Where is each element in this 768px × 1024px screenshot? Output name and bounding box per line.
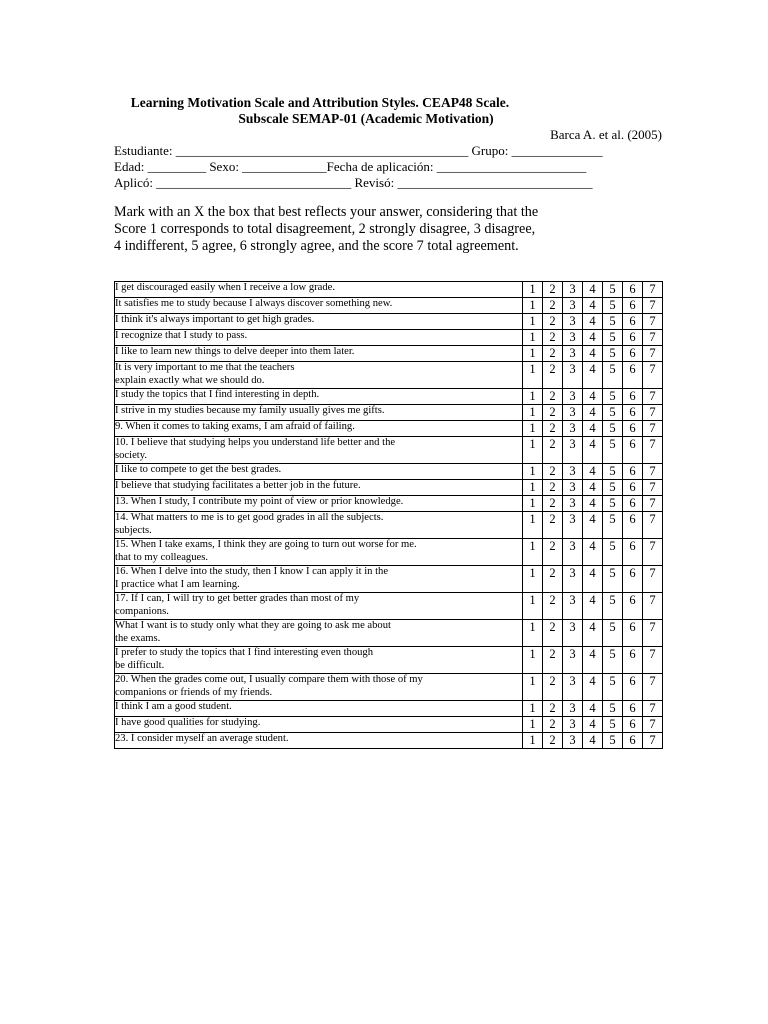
score-box-5[interactable]: 5 [603, 421, 623, 437]
score-box-5[interactable]: 5 [603, 733, 623, 749]
score-box-2[interactable]: 2 [543, 314, 563, 330]
score-box-2[interactable]: 2 [543, 282, 563, 298]
score-box-1[interactable]: 1 [523, 647, 543, 674]
table-row [115, 496, 663, 512]
item-text: 14. What matters to me is to get good grades in all the subjects. subjects. [115, 512, 384, 536]
instructions [114, 204, 584, 255]
item-statement [115, 647, 523, 674]
score-box-4[interactable]: 4 [583, 717, 603, 733]
item-text: I think I am a good student. [115, 701, 232, 712]
table-row [115, 330, 663, 346]
score-box-5[interactable]: 5 [603, 330, 623, 346]
score-box-3[interactable]: 3 [563, 496, 583, 512]
score-box-3[interactable]: 3 [563, 593, 583, 620]
score-box-5[interactable]: 5 [603, 480, 623, 496]
score-box-2[interactable]: 2 [543, 437, 563, 464]
item-statement [115, 620, 523, 647]
table-row [115, 733, 663, 749]
item-text: 9. When it comes to taking exams, I am afraid of failing. [115, 421, 355, 432]
score-box-4[interactable]: 4 [583, 647, 603, 674]
item-statement [115, 437, 523, 464]
score-box-6[interactable]: 6 [623, 512, 643, 539]
form-line-age-sex-date[interactable]: Edad: _________ Sexo: _____________Fecha de aplicación: _______________________ [114, 159, 587, 174]
score-box-5[interactable]: 5 [603, 362, 623, 389]
item-text: I study the topics that I find interesting in depth. [115, 389, 320, 400]
score-box-6[interactable]: 6 [623, 282, 643, 298]
table-row [115, 593, 663, 620]
scale-table-body [115, 282, 663, 749]
score-box-1[interactable]: 1 [523, 405, 543, 421]
score-box-5[interactable]: 5 [603, 405, 623, 421]
score-box-4[interactable]: 4 [583, 362, 603, 389]
score-box-6[interactable]: 6 [623, 674, 643, 701]
item-text: I think it's always important to get high grades. [115, 314, 315, 325]
score-box-3[interactable]: 3 [563, 405, 583, 421]
score-box-5[interactable]: 5 [603, 298, 623, 314]
table-row [115, 566, 663, 593]
score-box-5[interactable]: 5 [603, 282, 623, 298]
score-box-7[interactable]: 7 [643, 566, 663, 593]
table-row [115, 717, 663, 733]
table-row [115, 362, 663, 389]
score-box-7[interactable]: 7 [643, 539, 663, 566]
item-text: I like to learn new things to delve deeper into them later. [115, 346, 355, 357]
score-box-1[interactable]: 1 [523, 701, 543, 717]
score-box-3[interactable]: 3 [563, 282, 583, 298]
score-box-6[interactable]: 6 [623, 496, 643, 512]
score-box-1[interactable]: 1 [523, 389, 543, 405]
score-box-6[interactable]: 6 [623, 421, 643, 437]
score-box-2[interactable]: 2 [543, 480, 563, 496]
table-row [115, 512, 663, 539]
score-box-1[interactable]: 1 [523, 464, 543, 480]
form-line-applied-reviewed[interactable]: Aplicó: ______________________________ Revisó: ______________________________ [114, 175, 593, 190]
score-box-1[interactable]: 1 [523, 539, 543, 566]
score-box-5[interactable]: 5 [603, 314, 623, 330]
score-box-3[interactable]: 3 [563, 421, 583, 437]
table-row [115, 389, 663, 405]
score-box-3[interactable]: 3 [563, 733, 583, 749]
score-box-6[interactable]: 6 [623, 733, 643, 749]
score-box-3[interactable]: 3 [563, 566, 583, 593]
score-box-6[interactable]: 6 [623, 593, 643, 620]
item-statement [115, 405, 523, 421]
table-row [115, 480, 663, 496]
score-box-3[interactable]: 3 [563, 437, 583, 464]
score-box-2[interactable]: 2 [543, 330, 563, 346]
score-box-2[interactable]: 2 [543, 512, 563, 539]
score-box-1[interactable]: 1 [523, 496, 543, 512]
score-box-1[interactable]: 1 [523, 282, 543, 298]
score-box-4[interactable]: 4 [583, 566, 603, 593]
table-row [115, 405, 663, 421]
item-statement [115, 512, 523, 539]
score-box-3[interactable]: 3 [563, 717, 583, 733]
item-text: 10. I believe that studying helps you understand life better and the society. [115, 437, 396, 461]
score-box-7[interactable]: 7 [643, 421, 663, 437]
score-box-5[interactable]: 5 [603, 566, 623, 593]
instructions-line: Mark with an X the box that best reflects your answer, considering that the [114, 204, 539, 220]
score-box-6[interactable]: 6 [623, 480, 643, 496]
score-box-1[interactable]: 1 [523, 298, 543, 314]
score-box-1[interactable]: 1 [523, 674, 543, 701]
score-box-3[interactable]: 3 [563, 389, 583, 405]
score-box-7[interactable]: 7 [643, 405, 663, 421]
score-box-2[interactable]: 2 [543, 620, 563, 647]
document-title: Learning Motivation Scale and Attribution Styles. CEAP48 Scale. [130, 95, 510, 110]
score-box-5[interactable]: 5 [603, 512, 623, 539]
score-box-3[interactable]: 3 [563, 701, 583, 717]
item-text: 17. If I can, I will try to get better grades than most of my companions. [115, 593, 360, 617]
item-statement [115, 314, 523, 330]
item-statement [115, 346, 523, 362]
item-text: I recognize that I study to pass. [115, 330, 248, 341]
score-box-3[interactable]: 3 [563, 314, 583, 330]
score-box-2[interactable]: 2 [543, 539, 563, 566]
item-text: I get discouraged easily when I receive a low grade. [115, 282, 336, 293]
score-box-6[interactable]: 6 [623, 539, 643, 566]
score-box-1[interactable]: 1 [523, 346, 543, 362]
item-statement [115, 464, 523, 480]
score-box-5[interactable]: 5 [603, 593, 623, 620]
item-text: I prefer to study the topics that I find interesting even though be difficult. [115, 647, 374, 671]
score-box-2[interactable]: 2 [543, 405, 563, 421]
item-statement [115, 593, 523, 620]
score-box-5[interactable]: 5 [603, 647, 623, 674]
score-box-1[interactable]: 1 [523, 593, 543, 620]
score-box-6[interactable]: 6 [623, 437, 643, 464]
score-box-7[interactable]: 7 [643, 674, 663, 701]
score-box-2[interactable]: 2 [543, 389, 563, 405]
item-statement [115, 421, 523, 437]
score-box-2[interactable]: 2 [543, 701, 563, 717]
item-text: What I want is to study only what they are going to ask me about the exams. [115, 620, 391, 644]
item-statement [115, 362, 523, 389]
score-box-4[interactable]: 4 [583, 282, 603, 298]
score-box-3[interactable]: 3 [563, 539, 583, 566]
score-box-7[interactable]: 7 [643, 647, 663, 674]
score-box-6[interactable]: 6 [623, 346, 643, 362]
score-box-1[interactable]: 1 [523, 330, 543, 346]
item-statement [115, 496, 523, 512]
score-box-2[interactable]: 2 [543, 464, 563, 480]
score-box-5[interactable]: 5 [603, 717, 623, 733]
item-statement [115, 539, 523, 566]
score-box-2[interactable]: 2 [543, 421, 563, 437]
score-box-1[interactable]: 1 [523, 480, 543, 496]
score-box-6[interactable]: 6 [623, 701, 643, 717]
score-box-1[interactable]: 1 [523, 437, 543, 464]
item-text: 16. When I delve into the study, then I know I can apply it in the I practice what I am learning. [115, 566, 389, 590]
score-box-7[interactable]: 7 [643, 330, 663, 346]
score-box-3[interactable]: 3 [563, 512, 583, 539]
score-box-6[interactable]: 6 [623, 464, 643, 480]
score-box-5[interactable]: 5 [603, 620, 623, 647]
score-box-6[interactable]: 6 [623, 362, 643, 389]
score-box-1[interactable]: 1 [523, 717, 543, 733]
item-statement [115, 282, 523, 298]
score-box-3[interactable]: 3 [563, 620, 583, 647]
score-box-6[interactable]: 6 [623, 566, 643, 593]
score-box-3[interactable]: 3 [563, 464, 583, 480]
score-box-6[interactable]: 6 [623, 717, 643, 733]
score-box-4[interactable]: 4 [583, 298, 603, 314]
score-box-5[interactable]: 5 [603, 464, 623, 480]
item-text: 23. I consider myself an average student. [115, 733, 289, 744]
score-box-5[interactable]: 5 [603, 674, 623, 701]
score-box-7[interactable]: 7 [643, 362, 663, 389]
score-box-1[interactable]: 1 [523, 620, 543, 647]
score-box-4[interactable]: 4 [583, 405, 603, 421]
item-statement [115, 566, 523, 593]
item-text: 20. When the grades come out, I usually compare them with those of my companions or friends of my friends. [115, 674, 423, 698]
score-box-2[interactable]: 2 [543, 362, 563, 389]
table-row [115, 346, 663, 362]
item-statement [115, 717, 523, 733]
item-text: It satisfies me to study because I always discover something new. [115, 298, 393, 309]
table-row [115, 421, 663, 437]
form-line-student-group[interactable]: Estudiante: _____________________________________________ Grupo: ______________ [114, 143, 603, 158]
score-box-7[interactable]: 7 [643, 389, 663, 405]
score-box-1[interactable]: 1 [523, 421, 543, 437]
score-box-1[interactable]: 1 [523, 566, 543, 593]
score-box-6[interactable]: 6 [623, 405, 643, 421]
score-box-5[interactable]: 5 [603, 496, 623, 512]
score-box-2[interactable]: 2 [543, 298, 563, 314]
table-row [115, 539, 663, 566]
score-box-3[interactable]: 3 [563, 362, 583, 389]
score-box-4[interactable]: 4 [583, 421, 603, 437]
score-box-6[interactable]: 6 [623, 389, 643, 405]
score-box-7[interactable]: 7 [643, 512, 663, 539]
score-box-4[interactable]: 4 [583, 593, 603, 620]
score-box-4[interactable]: 4 [583, 539, 603, 566]
table-row [115, 464, 663, 480]
score-box-6[interactable]: 6 [623, 330, 643, 346]
score-box-7[interactable]: 7 [643, 314, 663, 330]
score-box-3[interactable]: 3 [563, 480, 583, 496]
score-box-7[interactable]: 7 [643, 620, 663, 647]
item-statement [115, 701, 523, 717]
item-text: I believe that studying facilitates a better job in the future. [115, 480, 361, 491]
item-text: 13. When I study, I contribute my point of view or prior knowledge. [115, 496, 404, 507]
item-statement [115, 330, 523, 346]
item-statement [115, 389, 523, 405]
instructions-line: 4 indifferent, 5 agree, 6 strongly agree, and the score 7 total agreement. [114, 238, 519, 254]
score-box-7[interactable]: 7 [643, 496, 663, 512]
score-box-4[interactable]: 4 [583, 480, 603, 496]
item-statement [115, 733, 523, 749]
item-statement [115, 480, 523, 496]
item-text: I have good qualities for studying. [115, 717, 261, 728]
item-text: I strive in my studies because my family usually gives me gifts. [115, 405, 385, 416]
score-box-6[interactable]: 6 [623, 298, 643, 314]
item-text: 15. When I take exams, I think they are going to turn out worse for me. that to my colleagues. [115, 539, 417, 563]
score-box-4[interactable]: 4 [583, 496, 603, 512]
score-box-7[interactable]: 7 [643, 298, 663, 314]
score-box-7[interactable]: 7 [643, 593, 663, 620]
score-box-2[interactable]: 2 [543, 346, 563, 362]
score-box-2[interactable]: 2 [543, 566, 563, 593]
score-box-6[interactable]: 6 [623, 314, 643, 330]
scale-table [114, 281, 663, 749]
score-box-4[interactable]: 4 [583, 389, 603, 405]
table-row [115, 647, 663, 674]
score-box-1[interactable]: 1 [523, 512, 543, 539]
table-row [115, 298, 663, 314]
item-statement [115, 298, 523, 314]
score-box-4[interactable]: 4 [583, 464, 603, 480]
score-box-5[interactable]: 5 [603, 346, 623, 362]
score-box-5[interactable]: 5 [603, 539, 623, 566]
score-box-1[interactable]: 1 [523, 733, 543, 749]
score-box-4[interactable]: 4 [583, 733, 603, 749]
score-box-7[interactable]: 7 [643, 346, 663, 362]
score-box-2[interactable]: 2 [543, 733, 563, 749]
score-box-2[interactable]: 2 [543, 674, 563, 701]
score-box-4[interactable]: 4 [583, 314, 603, 330]
table-row [115, 620, 663, 647]
score-box-6[interactable]: 6 [623, 647, 643, 674]
author-citation: Barca A. et al. (2005) [550, 127, 662, 142]
score-box-4[interactable]: 4 [583, 674, 603, 701]
score-box-7[interactable]: 7 [643, 282, 663, 298]
score-box-4[interactable]: 4 [583, 620, 603, 647]
score-box-7[interactable]: 7 [643, 717, 663, 733]
score-box-7[interactable]: 7 [643, 701, 663, 717]
table-row [115, 674, 663, 701]
score-box-3[interactable]: 3 [563, 346, 583, 362]
item-statement [115, 674, 523, 701]
score-box-4[interactable]: 4 [583, 437, 603, 464]
score-box-4[interactable]: 4 [583, 512, 603, 539]
score-box-3[interactable]: 3 [563, 330, 583, 346]
table-row [115, 437, 663, 464]
score-box-6[interactable]: 6 [623, 620, 643, 647]
table-row [115, 314, 663, 330]
score-box-7[interactable]: 7 [643, 464, 663, 480]
score-box-7[interactable]: 7 [643, 733, 663, 749]
item-text: I like to compete to get the best grades. [115, 464, 282, 475]
score-box-4[interactable]: 4 [583, 330, 603, 346]
score-box-3[interactable]: 3 [563, 647, 583, 674]
table-row [115, 282, 663, 298]
score-box-3[interactable]: 3 [563, 674, 583, 701]
score-box-4[interactable]: 4 [583, 346, 603, 362]
document-subtitle: Subscale SEMAP-01 (Academic Motivation) [238, 111, 494, 126]
score-box-2[interactable]: 2 [543, 647, 563, 674]
item-text: It is very important to me that the teachers explain exactly what we should do. [115, 362, 295, 386]
instructions-line: Score 1 corresponds to total disagreement, 2 strongly disagree, 3 disagree, [114, 221, 536, 237]
score-box-2[interactable]: 2 [543, 496, 563, 512]
score-box-1[interactable]: 1 [523, 314, 543, 330]
score-box-7[interactable]: 7 [643, 480, 663, 496]
score-box-2[interactable]: 2 [543, 593, 563, 620]
score-box-5[interactable]: 5 [603, 389, 623, 405]
score-box-2[interactable]: 2 [543, 717, 563, 733]
score-box-5[interactable]: 5 [603, 437, 623, 464]
score-box-1[interactable]: 1 [523, 362, 543, 389]
table-row [115, 701, 663, 717]
score-box-5[interactable]: 5 [603, 701, 623, 717]
score-box-3[interactable]: 3 [563, 298, 583, 314]
score-box-7[interactable]: 7 [643, 437, 663, 464]
score-box-4[interactable]: 4 [583, 701, 603, 717]
